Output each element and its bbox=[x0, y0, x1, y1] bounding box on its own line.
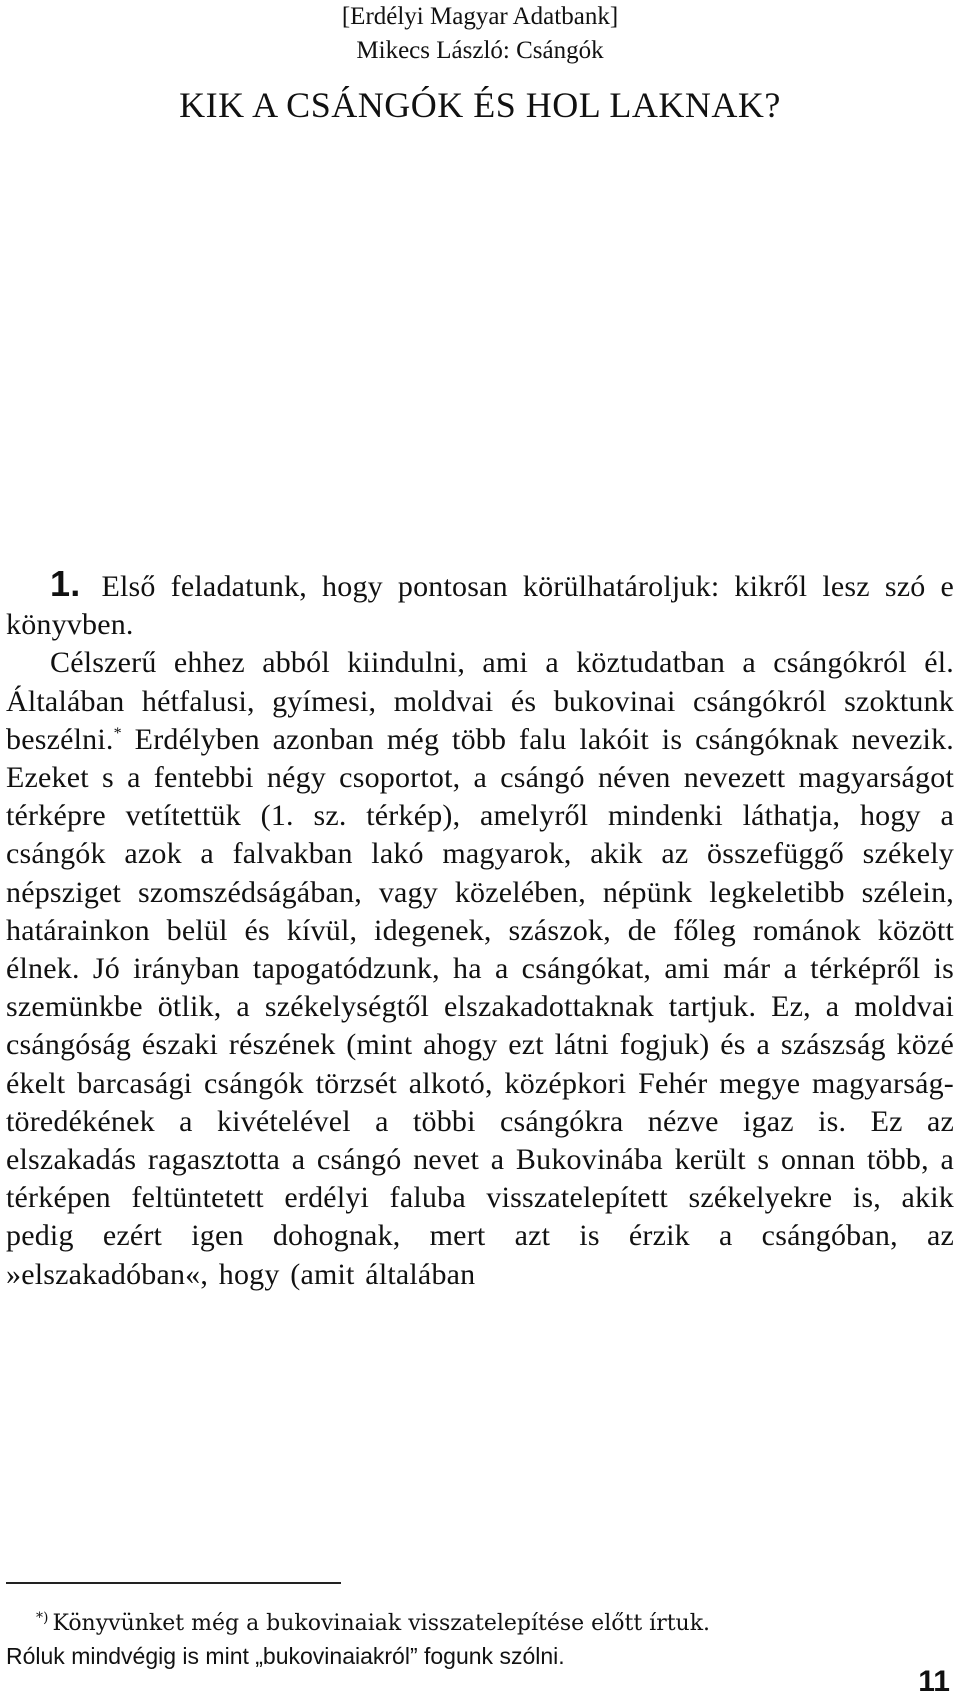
paragraph-1 bbox=[6, 565, 954, 644]
footnote-divider bbox=[6, 1582, 341, 1584]
paragraph-2-text-start: Célszerű ehhez abból kiindulni, ami a köztudatban a csángókról él. Általában hétfalusi, gyímesi, moldvai és bukovinai csángókról szoktunk beszélni. bbox=[6, 646, 954, 756]
body-text bbox=[6, 565, 954, 1294]
page-number: 11 bbox=[918, 1665, 950, 1698]
page-header bbox=[0, 0, 960, 68]
footnote-line-1 bbox=[6, 1608, 954, 1640]
footnote-line-2: Róluk mindvégig is mint „bukovinaiakról” fogunk szólni. bbox=[6, 1643, 565, 1669]
footnote-mark: *) bbox=[36, 1609, 49, 1626]
footnote-reference: * bbox=[113, 724, 122, 742]
section-number: 1. bbox=[50, 563, 81, 604]
paragraph-1-text: Első feladatunk, hogy pontosan körülhatároljuk: kikről lesz szó e könyvben. bbox=[6, 570, 954, 642]
author-title: Mikecs László: Csángók bbox=[356, 37, 604, 64]
footnote bbox=[6, 1608, 954, 1672]
paragraph-2-text-rest: Erdélyben azonban még több falu lakóit is csángóknak nevezik. Ezeket s a fentebbi négy csoportot, a csángó néven nevezett magyarságot térképre vetítettük (1. sz. térkép), amelyről mindenki láthatja, hogy a csángók azok a falvakban lakó magyarok, akik az összefüggő székely népsziget szomszédságában, vagy közelében, népünk legkeletibb szélein, határainkon belül és kívül, idegenek, szászok, de főleg románok között élnek. Jó irányban tapogatódzunk, ha a csángókat, ami már a térképről is szemünkbe ötlik, a székelységtől elszakadottaknak tartjuk. Ez, a moldvai csángóság északi részének (mint ahogy ezt látni fogjuk) és a szászság közé ékelt barcasági csángók törzsét alkotó, középkori Fehér megye magyarság-töredékének a kivételével a többi csángókra nézve igaz is. Ez az elszakadás ragasztotta a csángó nevet a Bukovinába került s onnan több, a térképen feltüntetett erdélyi faluba visszatelepített székelyekre is, akik pedig ezért igen dohognak, mert azt is érzik a csángóban, az »elszakadóban«, hogy (amit általában bbox=[6, 722, 954, 1291]
chapter-title: KIK A CSÁNGÓK ÉS HOL LAKNAK? bbox=[179, 85, 781, 125]
source-label: [Erdélyi Magyar Adatbank] bbox=[341, 3, 619, 30]
footnote-line-1-text: Könyvünket még a bukovinaiak visszatelepítése előtt írtuk. bbox=[52, 1611, 711, 1636]
paragraph-2 bbox=[6, 644, 954, 1293]
